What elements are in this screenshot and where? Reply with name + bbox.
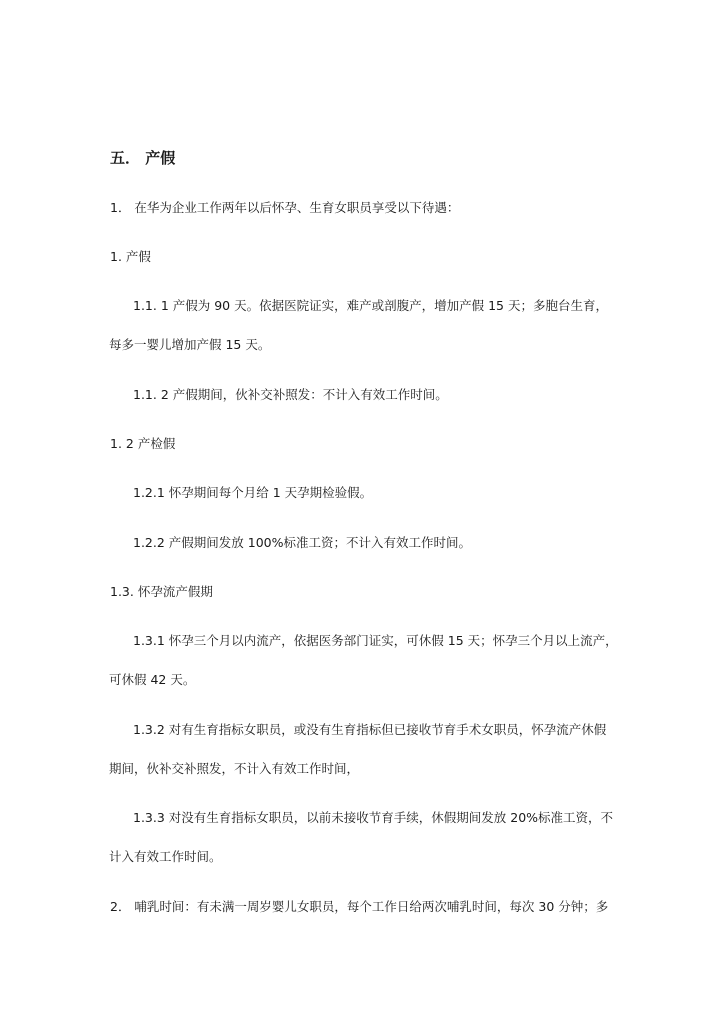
paragraph-line: 计入有效工作时间。 [109,849,222,864]
paragraph-line: 可休假 42 天。 [109,672,196,687]
paragraph-line: 1.3.1 怀孕三个月以内流产，依据医务部门证实，可休假 15 天；怀孕三个月以上流产， [133,633,618,648]
paragraph-line: 1.2.1 怀孕期间每个月给 1 天孕期检验假。 [133,485,373,500]
paragraph-line: 1.3.3 对没有生育指标女职员，以前未接收节育手续，休假期间发放 20%标准工资，不 [133,810,614,825]
subheading-maternity-leave: 1. 产假 [110,249,151,264]
paragraph-line: 2． 哺乳时间：有未满一周岁婴儿女职员，每个工作日给两次哺乳时间，每次 30 分钟；多 [110,899,609,914]
subheading-prenatal-leave: 1. 2 产检假 [110,436,176,451]
paragraph-line: 1． 在华为企业工作两年以后怀孕、生育女职员享受以下待遇： [110,200,460,215]
paragraph-line: 1.2.2 产假期间发放 100%标准工资；不计入有效工作时间。 [133,535,471,550]
paragraph-line: 1.3.2 对有生育指标女职员，或没有生育指标但已接收节育手术女职员，怀孕流产休假 [133,722,607,737]
paragraph-line: 1.1. 2 产假期间，伙补交补照发：不计入有效工作时间。 [133,387,448,402]
paragraph-line: 期间，伙补交补照发，不计入有效工作时间， [109,761,360,776]
paragraph-line: 1.1. 1 产假为 90 天。依据医院证实，难产或剖腹产，增加产假 15 天；多胞台生育， [133,298,608,313]
section-title: 五． 产假 [110,149,176,167]
subheading-miscarriage-leave: 1.3. 怀孕流产假期 [110,584,213,599]
paragraph-line: 每多一婴儿增加产假 15 天。 [109,337,271,352]
